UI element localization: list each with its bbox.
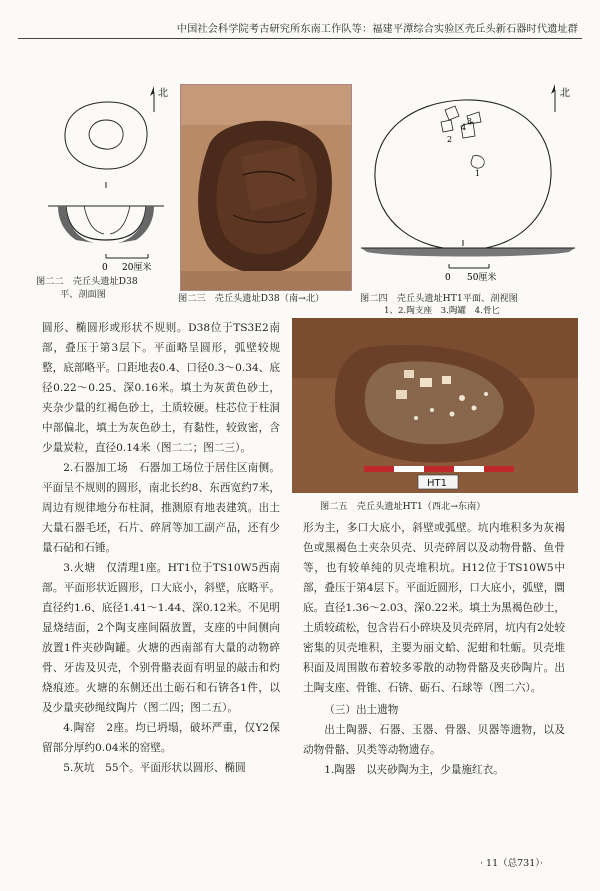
page-number: · 11（总731）· <box>480 858 544 869</box>
fig24-scale-zero: 0 <box>445 273 451 283</box>
figure-23-photo <box>180 84 352 291</box>
figure-22-drawing <box>36 82 176 272</box>
fig25-board-label: HT1 <box>427 478 447 489</box>
left-paragraph-3: 3.火塘 仅清理1座。HT1位于TS10W5西南部。平面形状近圆形，口大底小，斜壁，底略平。直径约1.6、底径1.41～1.44、深0.12米。不见明显烧结面，2个陶支座间隔放置，支座的中间侧向放置1件夹砂陶罐。火塘的西南部有大量的动物碎骨、牙齿及贝壳，个别骨骼表面有明显的敲击和灼烧痕迹。火塘的东侧还出土砺石和石锛各1件，以及少量夹砂绳纹陶片（图二四；图二五）。 <box>42 562 280 714</box>
header-rule <box>18 38 582 39</box>
fig24-label-3: 3 <box>467 117 473 126</box>
running-header: 中国社会科学院考古研究所东南工作队等：福建平潭综合实验区壳丘头新石器时代遗址群 <box>176 24 578 35</box>
left-column <box>42 318 280 778</box>
right-paragraph-1: 形为主，多口大底小，斜壁或弧壁。坑内堆积多为灰褐色或黑褐色土夹杂贝壳、贝壳碎屑以及动物骨骼、鱼骨等，也有较单纯的贝壳堆积坑。H12位于TS10W5中部，叠压于第4层下。平面近圆形，口大底小，弧壁，圜底。直径1.36～2.03、深0.22米。填土为黑褐色砂土，土质较疏松，包含岩石小碎块及贝壳碎屑，坑内有2处较密集的贝壳堆积，主要为丽文蛤、泥蚶和牡蛎。贝壳堆积面及周围散布着较多零散的动物骨骼及夹砂陶片。出土陶支座、骨锥、石锛、砺石、石球等（图二六）。 <box>303 522 565 694</box>
left-paragraph-5: 5.灰坑 55个。平面形状以圆形、椭圆 <box>63 762 246 774</box>
left-paragraph-1: 圆形、椭圆形或形状不规则。D38位于TS3E2南部，叠压于第3层下。平面略呈圆形，弧壁较规整，底部略平。口距地表0.4、口径0.3～0.34、底径0.22～0.25、深0.16米。填土为灰黄色砂土，夹杂少量的红褐色砂土，土质较硬。柱芯位于柱洞中部偏北，填土为灰色砂土，有黏性，较致密，含少量炭粒，直径0.14米（图二二；图二三）。 <box>42 322 280 454</box>
fig22-north-label: 北 <box>158 88 168 99</box>
figure-22-caption-line1: 图二二 壳丘头遗址D38 <box>36 276 138 287</box>
left-paragraph-4: 4.陶窑 2座。均已坍塌，破坏严重，仅Y2保留部分厚约0.04米的窑壁。 <box>42 722 280 754</box>
fig24-label-4: 4 <box>461 123 467 132</box>
figure-24-caption-line2: 1、2.陶支座 3.陶罐 4.骨匕 <box>384 306 501 316</box>
fig24-label-2: 2 <box>447 135 453 144</box>
fig24-label-1: 1 <box>475 169 481 178</box>
fig22-scale-zero: 0 <box>102 263 108 272</box>
fig22-scale-label: 20厘米 <box>122 263 152 272</box>
fig24-north-label: 北 <box>560 88 570 99</box>
fig24-scale-label: 50厘米 <box>467 273 497 283</box>
section-title: （三）出土遗物 <box>324 704 399 716</box>
left-paragraph-2: 2.石器加工场 石器加工场位于居住区南侧。平面呈不规则的圆形，南北长约8、东西宽约7米，周边有规律地分布柱洞，推测原有地表建筑。出土大量石器毛坯，石片、碎屑等加工副产品，还有少量石砧和石锤。 <box>42 462 280 554</box>
figure-23-caption: 图二三 壳丘头遗址D38（南→北） <box>178 293 325 304</box>
figure-24-drawing <box>355 82 585 288</box>
right-column <box>303 518 565 780</box>
right-paragraph-3: 1.陶器 以夹砂陶为主，少量施红衣。 <box>324 764 504 776</box>
figure-25-caption: 图二五 壳丘头遗址HT1（西北→东南） <box>320 501 486 512</box>
figure-25-photo <box>292 318 578 493</box>
figure-24-caption-line1: 图二四 壳丘头遗址HT1平面、剖视图 <box>360 293 518 304</box>
right-paragraph-2: 出土陶器、石器、玉器、骨器、贝器等遗物，以及动物骨骼、贝类等动物遗存。 <box>303 724 565 756</box>
figure-22-caption-line2: 平、剖面图 <box>60 289 106 300</box>
